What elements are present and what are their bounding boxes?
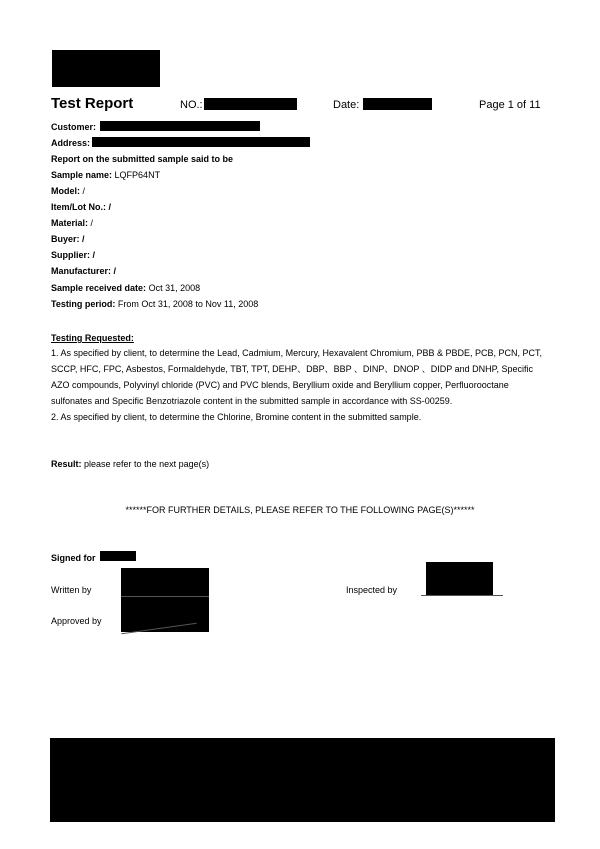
redacted-address [92,137,310,147]
redacted-inspector-signature [426,562,493,595]
field-supplier [51,249,95,261]
redacted-customer [100,121,260,131]
field-label: Address: [51,138,91,148]
field-testing-period [51,298,258,310]
further-details-notice: ******FOR FURTHER DETAILS, PLEASE REFER TO THE FOLLOWING PAGE(S)****** [125,505,475,515]
approved-by-label: Approved by [51,616,102,626]
field-label: Manufacturer: [51,266,112,276]
result-label: Result: [51,459,82,469]
field-customer [51,121,96,133]
field-model [51,185,85,197]
field-label: Model: [51,186,80,196]
field-label: Customer: [51,122,97,132]
result-value: please refer to the next page(s) [84,459,210,469]
field-sample-name [51,169,160,181]
redacted-date [363,98,432,110]
redacted-signed-for [100,551,136,561]
written-by-label: Written by [51,585,92,595]
field-value: Oct 31, 2008 [148,283,201,293]
page-indicator: Page 1 of 11 [479,99,541,111]
field-address [51,137,90,149]
written-by-signature-line [121,596,209,597]
field-label: Report on the submitted sample said to be [51,154,234,164]
field-value: LQFP64NT [114,170,161,180]
field-label: Sample received date: [51,283,147,293]
signed-for-label: Signed for [51,553,96,563]
field-value: / [82,186,86,196]
field-buyer [51,233,85,245]
field-label: Testing period: [51,299,116,309]
inspected-by-signature-line [421,595,503,596]
field-value: From Oct 31, 2008 to Nov 11, 2008 [117,299,259,309]
report-number-label: NO.: [180,99,203,111]
redacted-report-number [204,98,297,110]
field-sample-received-date [51,282,200,294]
field-label: Sample name: [51,170,113,180]
testing-requested-heading: Testing Requested: [51,333,134,343]
field-label: Item/Lot No.: [51,202,106,212]
field-item-lot-no [51,201,111,213]
field-value: / [92,250,96,260]
report-title: Test Report [51,95,134,112]
field-material [51,217,93,229]
field-value: / [90,218,94,228]
field-value: / [113,266,117,276]
field-label: Buyer: [51,234,80,244]
field-label: Supplier: [51,250,91,260]
inspected-by-label: Inspected by [346,585,398,595]
field-manufacturer [51,265,116,277]
redacted-logo [52,50,160,87]
field-label: Material: [51,218,89,228]
testing-item-2: 2. As specified by client, to determine the Chlorine, Bromine content in the submitted sample. [51,412,422,422]
testing-item-1: 1. As specified by client, to determine the Lead, Cadmium, Mercury, Hexavalent Chromium, PBB & PBDE, PCB, PCN, PCT, SCCP, HFC, FPC, Asbestos, Formaldehyde, TBT, TPT, DEHP、DBP、BBP 、DINP、DNOP 、DIDP and DNHP, Specific AZO compounds, Polyvinyl chloride (PVC) and PVC blends, Beryllium oxide and Beryllium copper, Perfluorooctane sulfonates and Specific Benzotriazole content in the submitted sample in accordance with SS-00259. [51,348,543,406]
field-report-on [51,153,233,165]
redacted-footer [50,738,555,822]
date-label: Date: [333,99,360,111]
field-value: / [108,202,112,212]
field-value: / [82,234,85,244]
result-line [51,458,209,470]
